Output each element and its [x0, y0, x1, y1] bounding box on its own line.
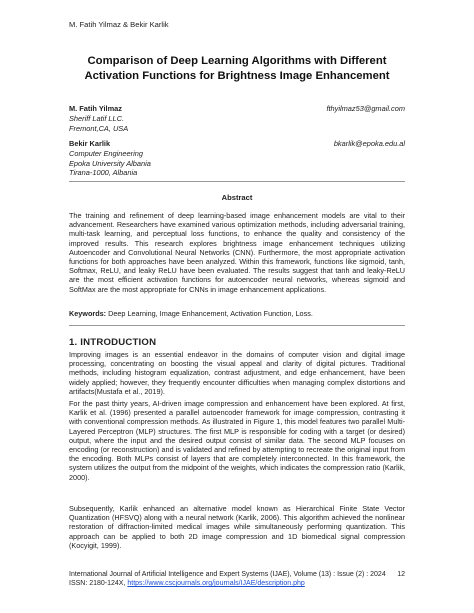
- author-affiliation-line: Computer Engineering: [69, 148, 143, 158]
- abstract-body: The training and refinement of deep learning-based image enhancement models are vital to their advancement. Researchers have examined various optimization methods, including adversarial training, multi-task learning, and perceptual loss functions, to enhance the quality and consistency of the improved results. This research explores brightness image enhancement techniques utilizing Autoencoder and Convolutional Neural Networks (CNN). Furthermore, the most appropriate activation functions for both approaches have been analyzed. Within this framework, functions like sigmoid, tanh, Softmax, ReLU, and leaky ReLU have been evaluated. The results suggest that tanh and leaky-ReLU are the most efficient activation functions for autoencoder neural networks, whereas sigmoid and SoftMax are the most appropriate for CNNs in image enhancement applications.: [69, 211, 405, 294]
- section-heading-introduction: 1. INTRODUCTION: [69, 337, 157, 348]
- paper-title: [40, 54, 434, 84]
- abstract-heading: Abstract: [221, 193, 253, 202]
- title-line-2: Activation Functions for Brightness Image Enhancement: [84, 70, 390, 82]
- author-block-2: [69, 139, 405, 178]
- author-email[interactable]: fthyilmaz53@gmail.com: [326, 104, 405, 113]
- abstract-top-rule: [69, 181, 405, 182]
- intro-paragraph-2: For the past thirty years, AI-driven image compression and enhancement have been explored. At first, Karlik et al. (1996) presented a parallel autoencoder framework for image compression, contrasting it with conventional compression methods. As illustrated in Figure 1, this model features two parallel Multi-Layered Perceptron (MLP) structures. The first MLP is responsible for coding with a target (or desired) output, where the input and the desired output consist of similar data. The second MLP focuses on encoding (or reconstruction) and is validated and refined by attempting to recreate the original input from the encoding. Both MLPs consist of layers that are completely interconnected. In this framework, the system utilizes the output from the midpoint of the weights, which indicates the compression ratio (Karlik, 2000).: [69, 399, 405, 482]
- author-affiliation-line: Sheriff Latif LLC.: [69, 113, 125, 123]
- page-footer: [69, 570, 405, 588]
- abstract-bottom-rule: [69, 325, 405, 326]
- footer-journal: International Journal of Artificial Intelligence and Expert Systems (IJAE), Volume (13) : Issue (2) : 2024: [69, 571, 386, 578]
- author-email[interactable]: bkarlik@epoka.edu.al: [333, 139, 405, 148]
- author-name: Bekir Karlik: [69, 139, 111, 148]
- author-affiliation-line: Epoka University Albania: [69, 158, 151, 168]
- author-name: M. Fatih Yilmaz: [69, 104, 122, 113]
- keywords-line: [69, 309, 405, 318]
- author-affiliation-line: Fremont,CA, USA: [69, 123, 129, 133]
- intro-paragraph-3: Subsequently, Karlik enhanced an alternative model known as Hierarchical Finite State Vector Quantization (HFSVQ) along with a neural network (Karlik, 2006). This algorithm achieved the nonlinear restoration of diffraction-limited medical images while simultaneously performing quantization. This approach can be applied to both 2D image compression and 1D biomedical signal compression (Kocyigit, 1999).: [69, 504, 405, 550]
- keywords-label: Keywords:: [69, 309, 107, 318]
- footer-journal-link[interactable]: https://www.cscjournals.org/journals/IJAE/description.php: [127, 580, 305, 588]
- footer-page-number: 12: [397, 571, 405, 578]
- author-block-1: [69, 104, 405, 133]
- keywords-text: Deep Learning, Image Enhancement, Activation Function, Loss.: [106, 309, 313, 318]
- intro-paragraph-1: Improving images is an essential endeavor in the domains of computer vision and digital image processing, concentrating on boosting the visual appeal and clarity of digital pictures. Traditional methods, including histogram equalization, contrast adjustment, and edge enhancement, have been widely applied; however, they frequently encounter difficulties when managing complex distortions and artifacts(Mustafa et al., 2019).: [69, 350, 405, 396]
- title-line-1: Comparison of Deep Learning Algorithms with Different: [87, 55, 387, 67]
- author-affiliation-line: Tirana-1000, Albania: [69, 168, 138, 178]
- running-header: M. Fatih Yilmaz & Bekir Karlik: [69, 20, 169, 29]
- footer-issn: ISSN: 2180-124X,: [69, 580, 128, 588]
